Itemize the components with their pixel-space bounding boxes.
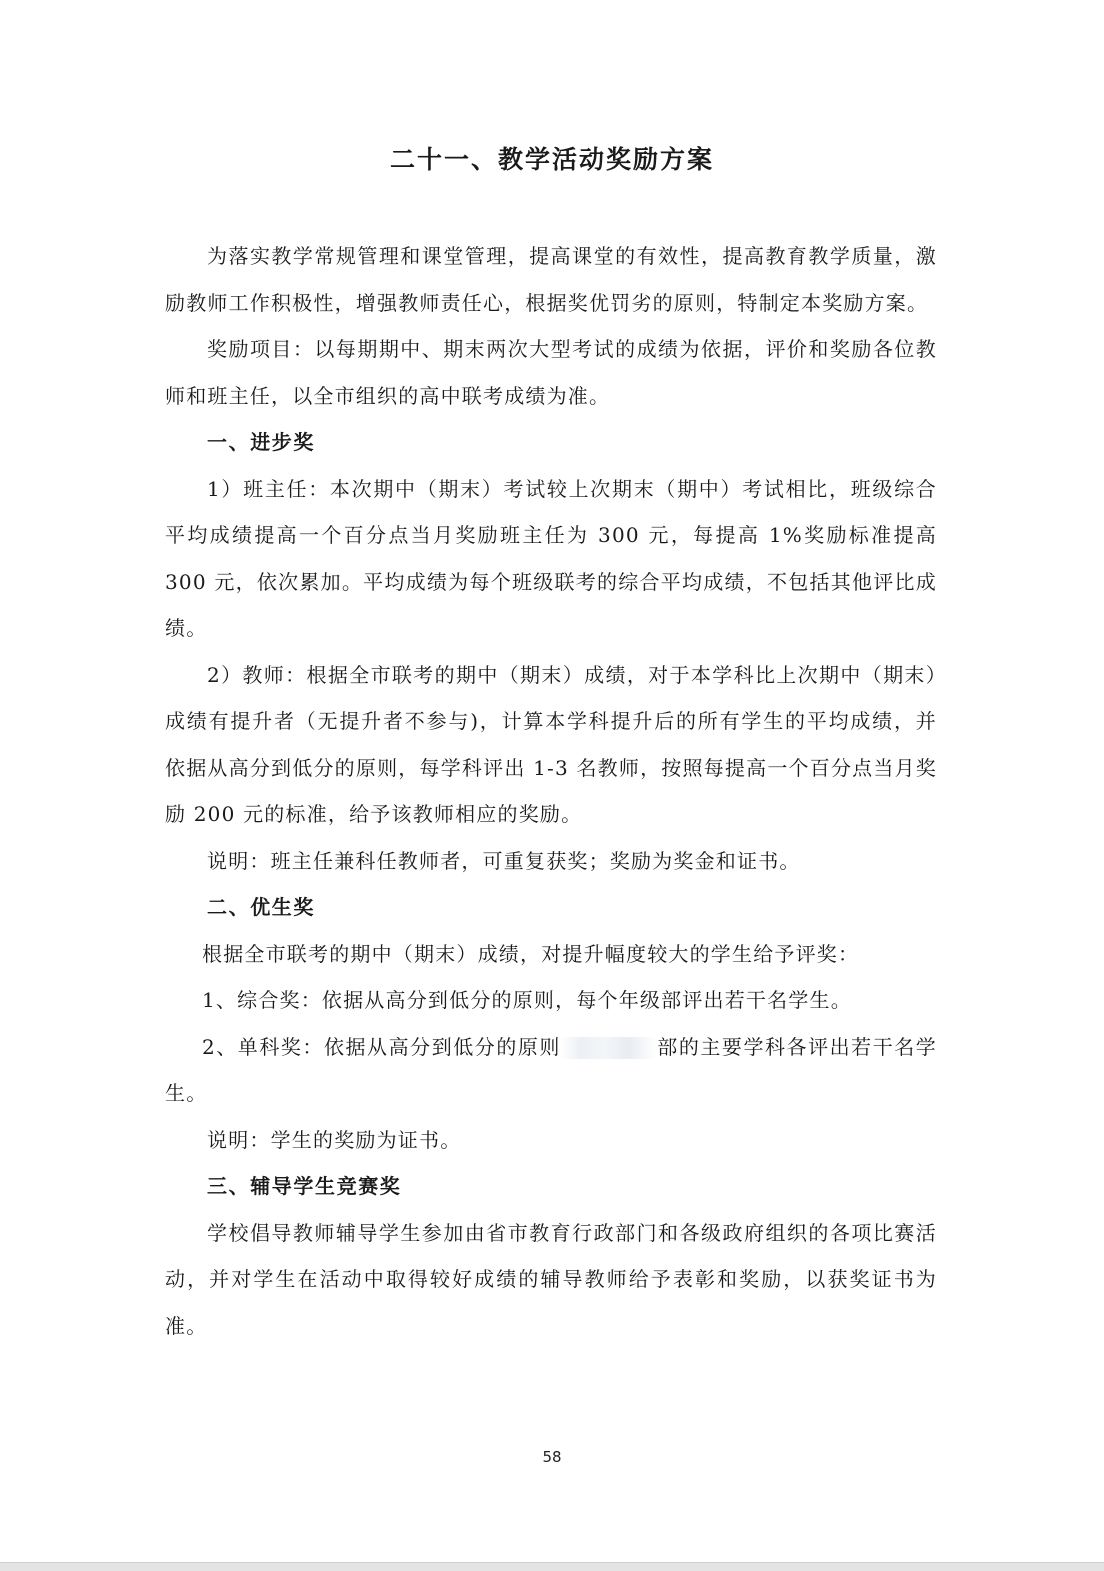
page-number: 58 xyxy=(542,1448,562,1466)
progress-award-note: 说明：班主任兼科任教师者，可重复获奖；奖励为奖金和证书。 xyxy=(207,848,801,873)
reward-project-paragraph: 奖励项目：以每期期中、期末两次大型考试的成绩为依据，评价和奖励各位教师和班主任，以全市组织的高中联考成绩为准。 xyxy=(165,337,937,408)
section-heading-competition-award: 三、辅导学生竞赛奖 xyxy=(207,1174,402,1198)
page-title: 二十一、教学活动奖励方案 xyxy=(389,145,714,174)
progress-award-head-teacher: 1）班主任：本次期中（期末）考试较上次期末（期中）考试相比，班级综合平均成绩提高一个百分点当月奖励班主任为 300 元，每提高 1%奖励标准提高 300 元，依次累加。平均成绩为每个班级联考的综合平均成绩，不包括其他评比成绩。 xyxy=(165,476,937,640)
excellent-student-lead: 根据全市联考的期中（期末）成绩，对提升幅度较大的学生给予评奖： xyxy=(202,941,860,966)
excellent-student-comprehensive: 1、综合奖：依据从高分到低分的原则，每个年级部评出若干名学生。 xyxy=(202,988,852,1012)
excellent-student-note: 说明：学生的奖励为证书。 xyxy=(207,1127,462,1152)
intro-paragraph: 为落实教学常规管理和课堂管理，提高课堂的有效性，提高教育教学质量，激励教师工作积极性，增强教师责任心，根据奖优罚劣的原则，特制定本奖励方案。 xyxy=(165,244,937,315)
redacted-blur xyxy=(561,1037,657,1059)
single-subject-text-after: 部的主要学科各评出若干名学生。 xyxy=(165,1034,938,1105)
document-body xyxy=(165,233,937,1349)
competition-award-paragraph: 学校倡导教师辅导学生参加由省市教育行政部门和各级政府组织的各项比赛活动，并对学生在活动中取得较好成绩的辅导教师给予表彰和奖励，以获奖证书为准。 xyxy=(165,1220,937,1338)
section-heading-excellent-student-award: 二、优生奖 xyxy=(207,895,315,919)
section-heading-progress-award: 一、进步奖 xyxy=(207,430,315,454)
progress-award-teacher: 2）教师：根据全市联考的期中（期末）成绩，对于本学科比上次期中（期末）成绩有提升者（无提升者不参与)，计算本学科提升后的所有学生的平均成绩，并依据从高分到低分的原则，每学科评出 1-3 名教师，按照每提高一个百分点当月奖励 200 元的标准，给予该教师相应的奖励。 xyxy=(165,662,937,826)
excellent-student-single-subject xyxy=(165,1024,937,1117)
single-subject-text-before: 2、单科奖：依据从高分到低分的原则 xyxy=(202,1034,561,1059)
